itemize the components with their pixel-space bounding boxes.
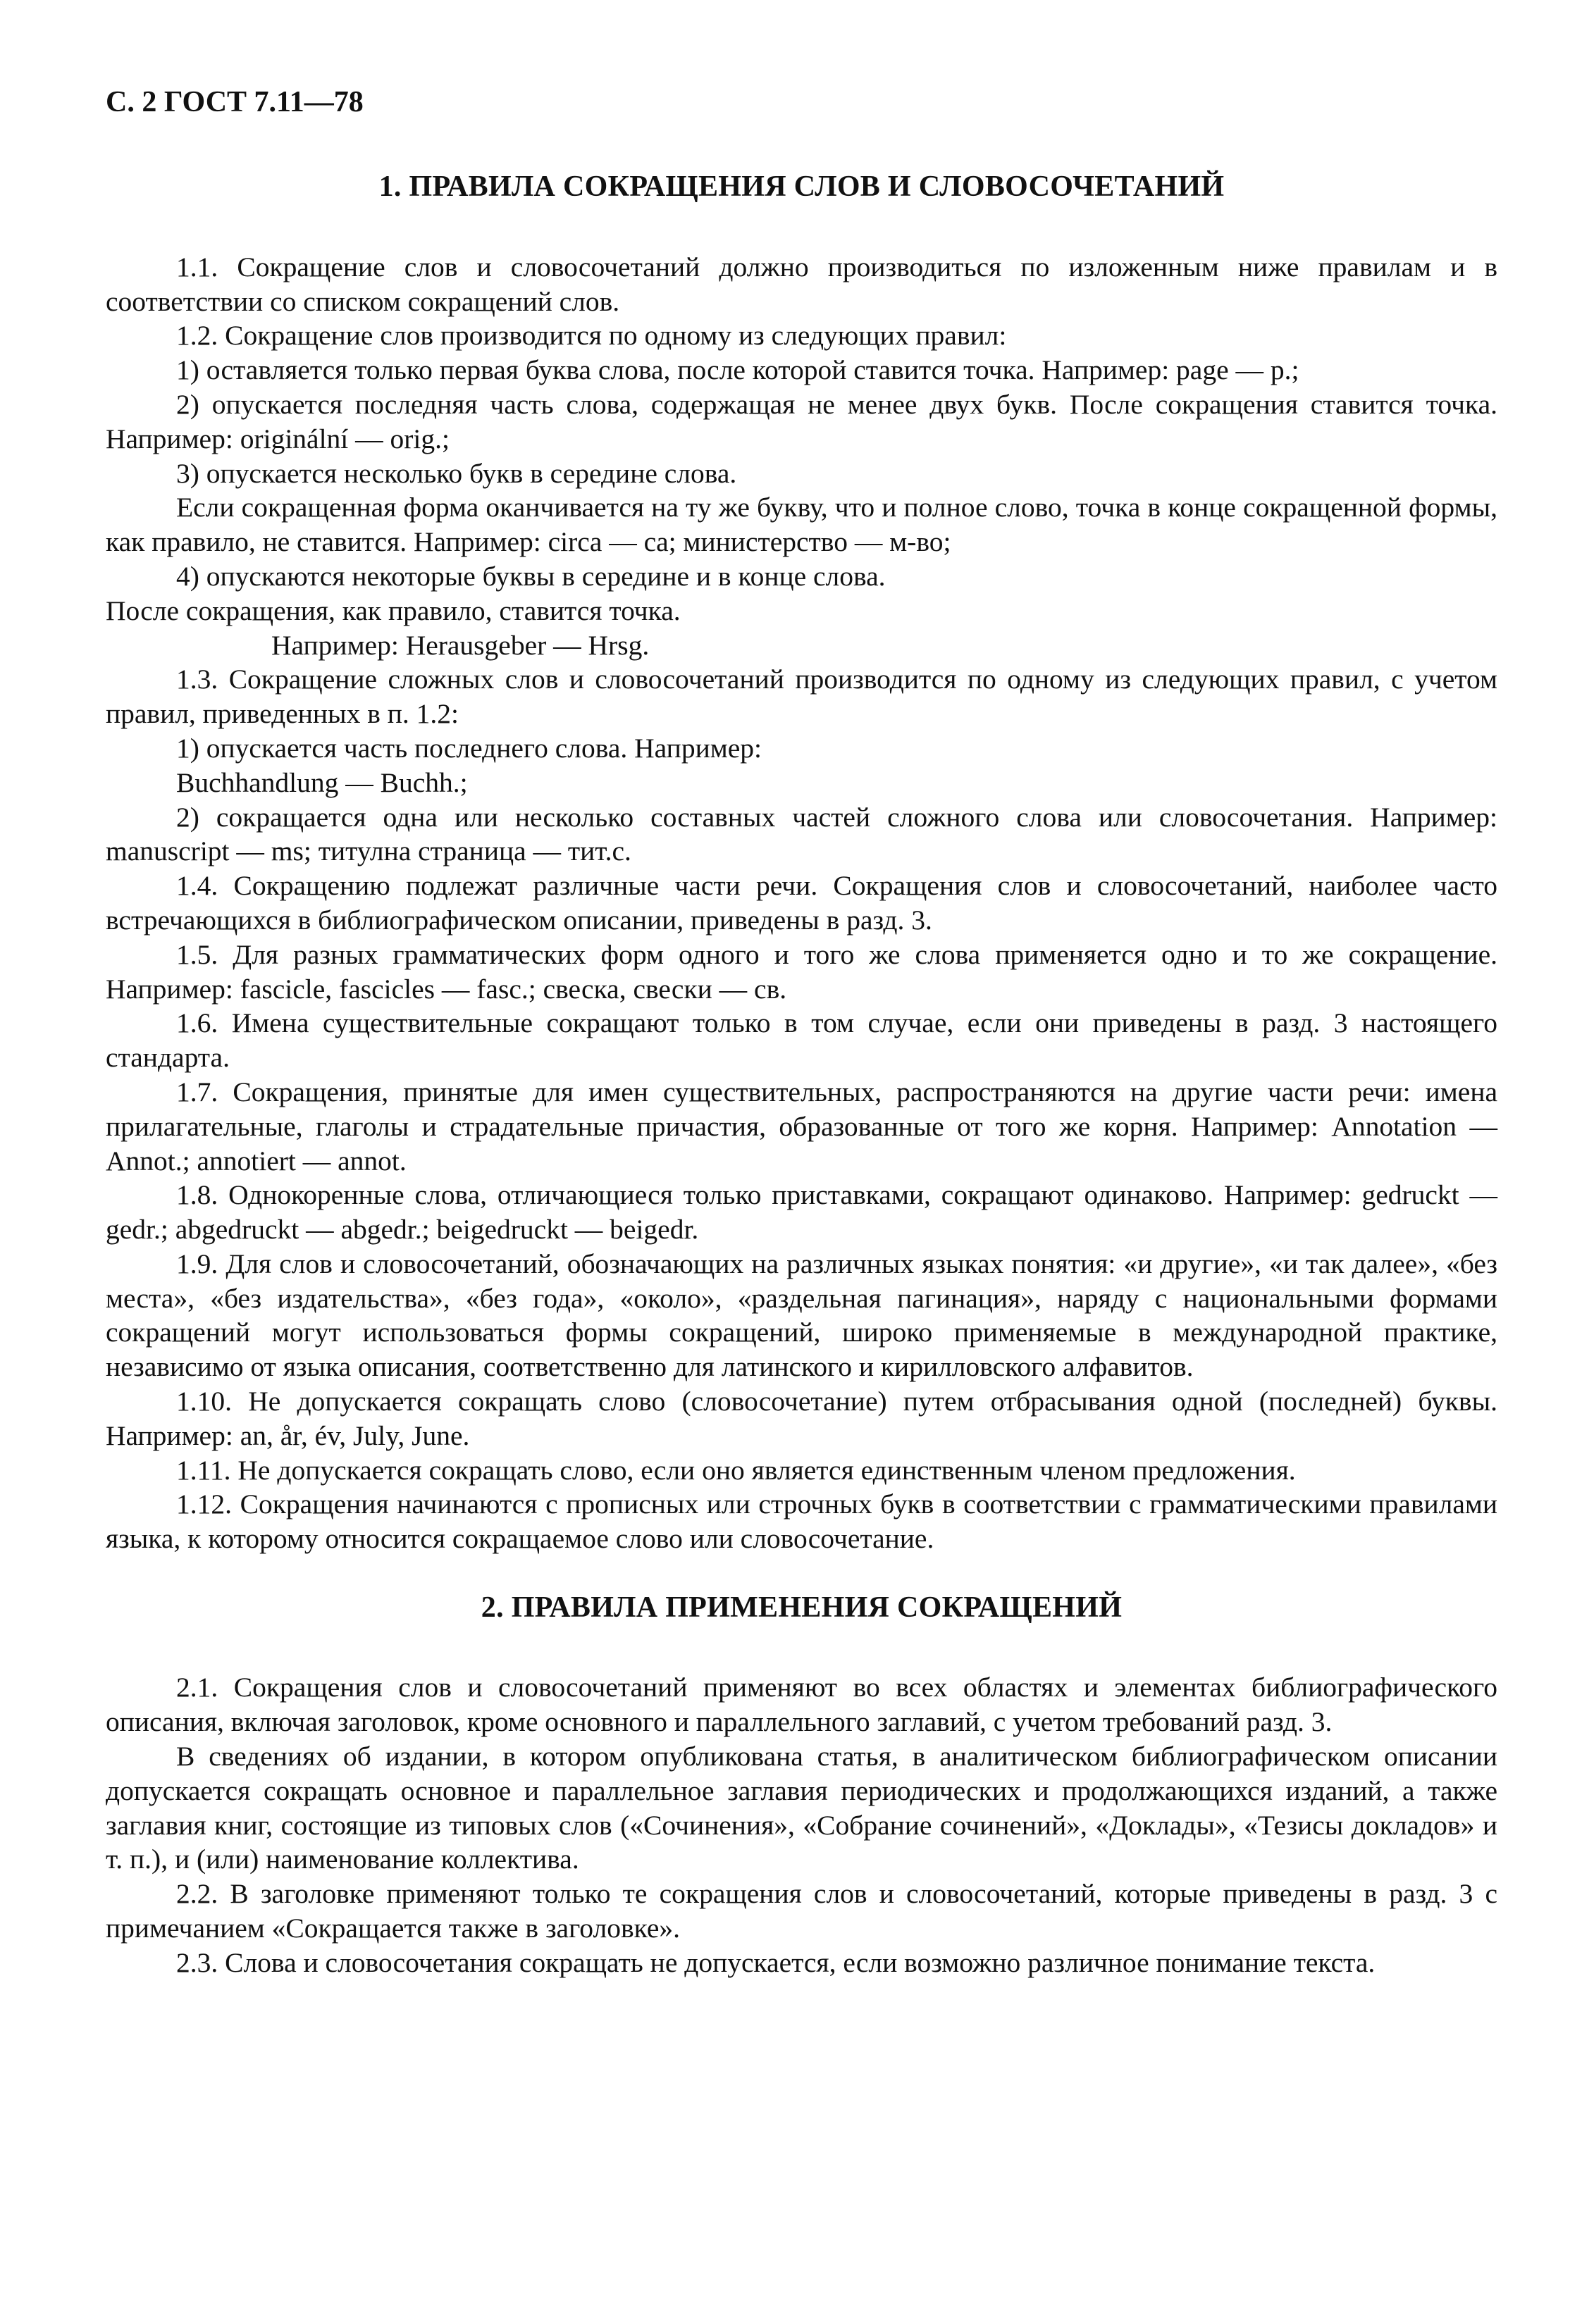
paragraph-1-6: 1.6. Имена существительные сокращают только в том случае, если они приведены в разд. 3 настоящего стандарта.	[106, 1007, 1497, 1074]
paragraph-1-12: 1.12. Сокращения начинаются с прописных или строчных букв в соответствии с грамматическими правилами языка, к которому относится сокращаемое слово или словосочетание.	[106, 1489, 1497, 1555]
rule-1-2-2: 2) опускается последняя часть слова, содержащая не менее двух букв. После сокращения ставится точка. Например: originální — orig.;	[106, 388, 1497, 454]
paragraph-1-1: 1.1. Сокращение слов и словосочетаний должно производиться по изложенным ниже правилам и в соответствии со списком сокращений слов.	[106, 251, 1497, 317]
rule-1-2-3: 3) опускается несколько букв в середине слова.	[176, 457, 737, 489]
paragraph-1-9: 1.9. Для слов и словосочетаний, обозначающих на различных языках понятия: «и другие», «и так далее», «без места», «без издательства», «без года», «около», «раздельная пагинация», наряду с национальными формами сокращений могут использоваться формы сокращений, широко применяемые в международной практике, независимо от языка описания, соответственно для латинского и кирилловского алфавитов.	[106, 1248, 1497, 1383]
paragraph-1-10: 1.10. Не допускается сокращать слово (словосочетание) путем отбрасывания одной (последней) буквы. Например: an, år, év, July, June.	[106, 1386, 1497, 1451]
paragraph-1-4: 1.4. Сокращению подлежат различные части речи. Сокращения слов и словосочетаний, наиболее часто встречающихся в библиографическом описании, приведены в разд. 3.	[106, 870, 1497, 936]
rule-1-2-3-note: Если сокращенная форма оканчивается на ту же букву, что и полное слово, точка в конце сокращенной формы, как правило, не ставится. Например: circa — ca; министерство — м-во;	[106, 492, 1497, 558]
section-2-body	[106, 1670, 1497, 1980]
rule-1-2-1: 1) оставляется только первая буква слова, после которой ставится точка. Например: page — p.;	[176, 354, 1299, 386]
running-head: С. 2 ГОСТ 7.11—78	[106, 86, 364, 118]
paragraph-1-11: 1.11. Не допускается сокращать слово, если оно является единственным членом предложения.	[176, 1454, 1296, 1486]
paragraph-1-5: 1.5. Для разных грамматических форм одного и того же слова применяется одно и то же сокращение. Например: fascicle, fascicles — fasc.; свеска, свески — св.	[106, 938, 1497, 1005]
rule-1-3-2: 2) сокращается одна или несколько составных частей сложного слова или словосочетания. Например: manuscript — ms; титулна страница — тит.с.	[106, 801, 1497, 867]
document-page	[106, 85, 1497, 1980]
paragraph-1-7: 1.7. Сокращения, принятые для имен существительных, распространяются на другие части речи: имена прилагательные, глаголы и страдательные причастия, образованные от того же корня. Например: Annotation — Annot.; annotiert — annot.	[106, 1076, 1497, 1176]
paragraph-1-2: 1.2. Сокращение слов производится по одному из следующих правил:	[176, 320, 1007, 352]
rule-1-2-4: 4) опускаются некоторые буквы в середине и в конце слова.	[176, 560, 886, 592]
rule-1-3-1: 1) опускается часть последнего слова. Например:	[176, 732, 762, 764]
rule-1-3-1-example: Buchhandlung — Buchh.;	[176, 766, 468, 798]
paragraph-1-3: 1.3. Сокращение сложных слов и словосочетаний производится по одному из следующих правил, с учетом правил, приведенных в п. 1.2:	[106, 664, 1497, 730]
paragraph-2-1: 2.1. Сокращения слов и словосочетаний применяют во всех областях и элементах библиографического описания, включая заголовок, кроме основного и параллельного заглавий, с учетом требований разд. 3.	[106, 1672, 1497, 1738]
paragraph-2-1-note: В сведениях об издании, в котором опубликована статья, в аналитическом библиографическом описании допускается сокращать основное и параллельное заглавия периодических и продолжающихся изданий, а также заглавия книг, состоящие из типовых слов («Сочинения», «Собрание сочинений», «Доклады», «Тезисы докладов» и т. п.), и (или) наименование коллектива.	[106, 1741, 1497, 1875]
rule-1-2-4-example: Например: Herausgeber — Hrsg.	[271, 629, 650, 661]
paragraph-2-3: 2.3. Слова и словосочетания сокращать не допускается, если возможно различное понимание текста.	[176, 1946, 1376, 1978]
section-1-body	[106, 250, 1497, 1556]
rule-1-2-4-note: После сокращения, как правило, ставится точка.	[106, 595, 681, 626]
section-1-title: 1. ПРАВИЛА СОКРАЩЕНИЯ СЛОВ И СЛОВОСОЧЕТАНИЙ	[378, 170, 1225, 204]
paragraph-2-2: 2.2. В заголовке применяют только те сокращения слов и словосочетаний, которые приведены в разд. 3 с примечанием «Сокращается также в заголовке».	[106, 1878, 1497, 1944]
section-2-title: 2. ПРАВИЛА ПРИМЕНЕНИЯ СОКРАЩЕНИЙ	[481, 1591, 1123, 1624]
paragraph-1-8: 1.8. Однокоренные слова, отличающиеся только приставками, сокращают одинаково. Например: gedruckt — gedr.; abgedruckt — abgedr.; beigedruckt — beigedr.	[106, 1179, 1497, 1245]
